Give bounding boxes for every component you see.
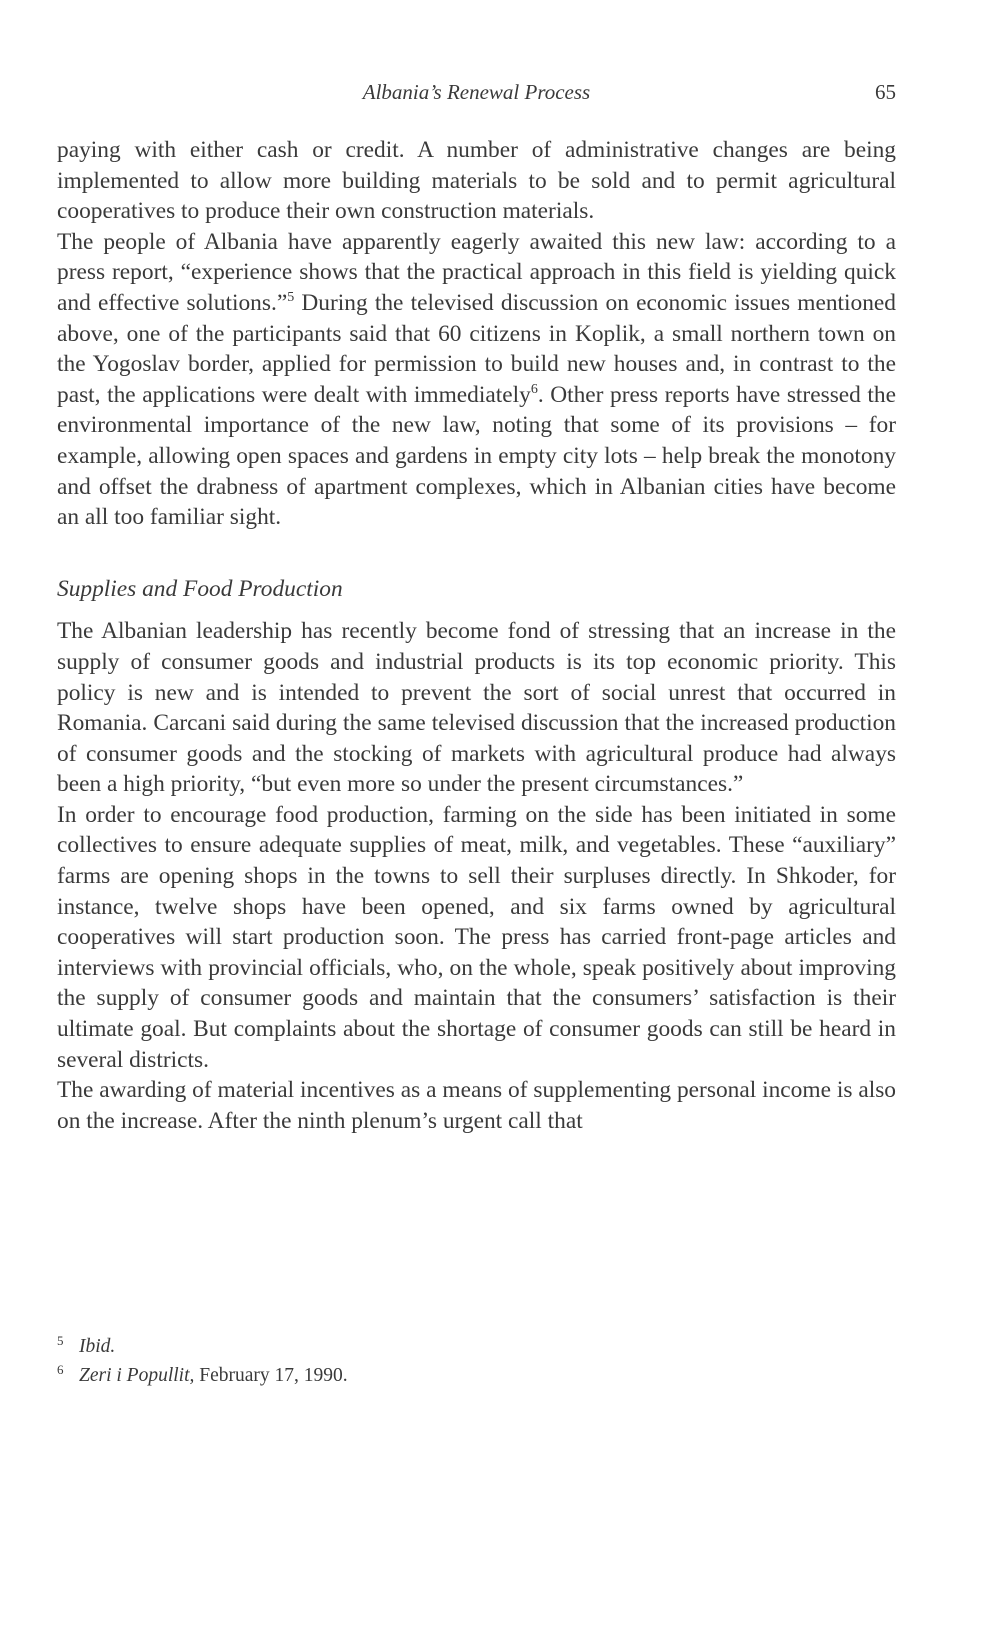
- body-text: [57, 135, 896, 1136]
- footnote: [57, 1361, 896, 1390]
- running-head: [57, 80, 896, 110]
- page-number: 65: [875, 80, 896, 104]
- footnote-reference: 6: [530, 381, 538, 397]
- paragraph-text: . Other press reports have stressed the environmental importance of the new law, noting that some of its provisions – for example, allowing open spaces and gardens in empty city lots – help break the monotony and offset the drabness of apartment complexes, which in Albanian cities have become an all too familiar sight.: [57, 381, 896, 531]
- footnote-source: Zeri i Popullit,: [79, 1365, 195, 1386]
- footnote-source: Ibid.: [79, 1336, 116, 1357]
- paragraph-text: The people of Albania have apparently eagerly awaited this new law: according to a press report, “experience shows that the practical approach in this field is yielding quick and effective solutions.”: [57, 228, 896, 316]
- paragraph: In order to encourage food production, farming on the side has been initiated in some collectives to ensure adequate supplies of meat, milk, and vegetables. These “auxiliary” farms are opening shops in the towns to sell their surpluses directly. In Shkoder, for instance, twelve shops have been opened, and six farms owned by agricultural cooperatives will start production soon. The press has carried front-page articles and interviews with provincial officials, who, on the whole, speak positively about improving the supply of consumer goods and maintain that the consumers’ satisfaction is their ultimate goal. But complaints about the shortage of consumer goods can still be heard in several districts.: [57, 801, 896, 1073]
- paragraph-text: During the televised discussion on economic issues mentioned above, one of the participants said that 60 citizens in Koplik, a small northern town on the Yogoslav border, applied for permission to build new houses and, in contrast to the past, the applications were dealt with immediately: [57, 289, 896, 408]
- footnote-number: 6: [57, 1362, 64, 1377]
- footnote: [57, 1332, 896, 1361]
- footnote-reference: 5: [287, 289, 295, 305]
- footnotes: [57, 1332, 896, 1390]
- footnote-text: February 17, 1990.: [194, 1365, 348, 1386]
- running-title: Albania’s Renewal Process: [362, 80, 591, 104]
- footnote-number: 5: [57, 1333, 64, 1348]
- paragraph: [57, 227, 896, 533]
- section-heading: Supplies and Food Production: [57, 575, 343, 602]
- paragraph: paying with either cash or credit. A number of administrative changes are being implemented to allow more building materials to be sold and to permit agricultural cooperatives to produce their own construction materials.: [57, 137, 896, 225]
- paragraph: The Albanian leadership has recently become fond of stressing that an increase in the supply of consumer goods and industrial products is its top economic priority. This policy is new and is intended to prevent the sort of social unrest that occurred in Romania. Carcani said during the same televised discussion that the increased production of consumer goods and the stocking of markets with agricultural produce had always been a high priority, “but even more so under the present circumstances.”: [57, 618, 896, 798]
- paragraph: The awarding of material incentives as a means of supplementing personal income is also on the increase. After the ninth plenum’s urgent call that: [57, 1077, 896, 1134]
